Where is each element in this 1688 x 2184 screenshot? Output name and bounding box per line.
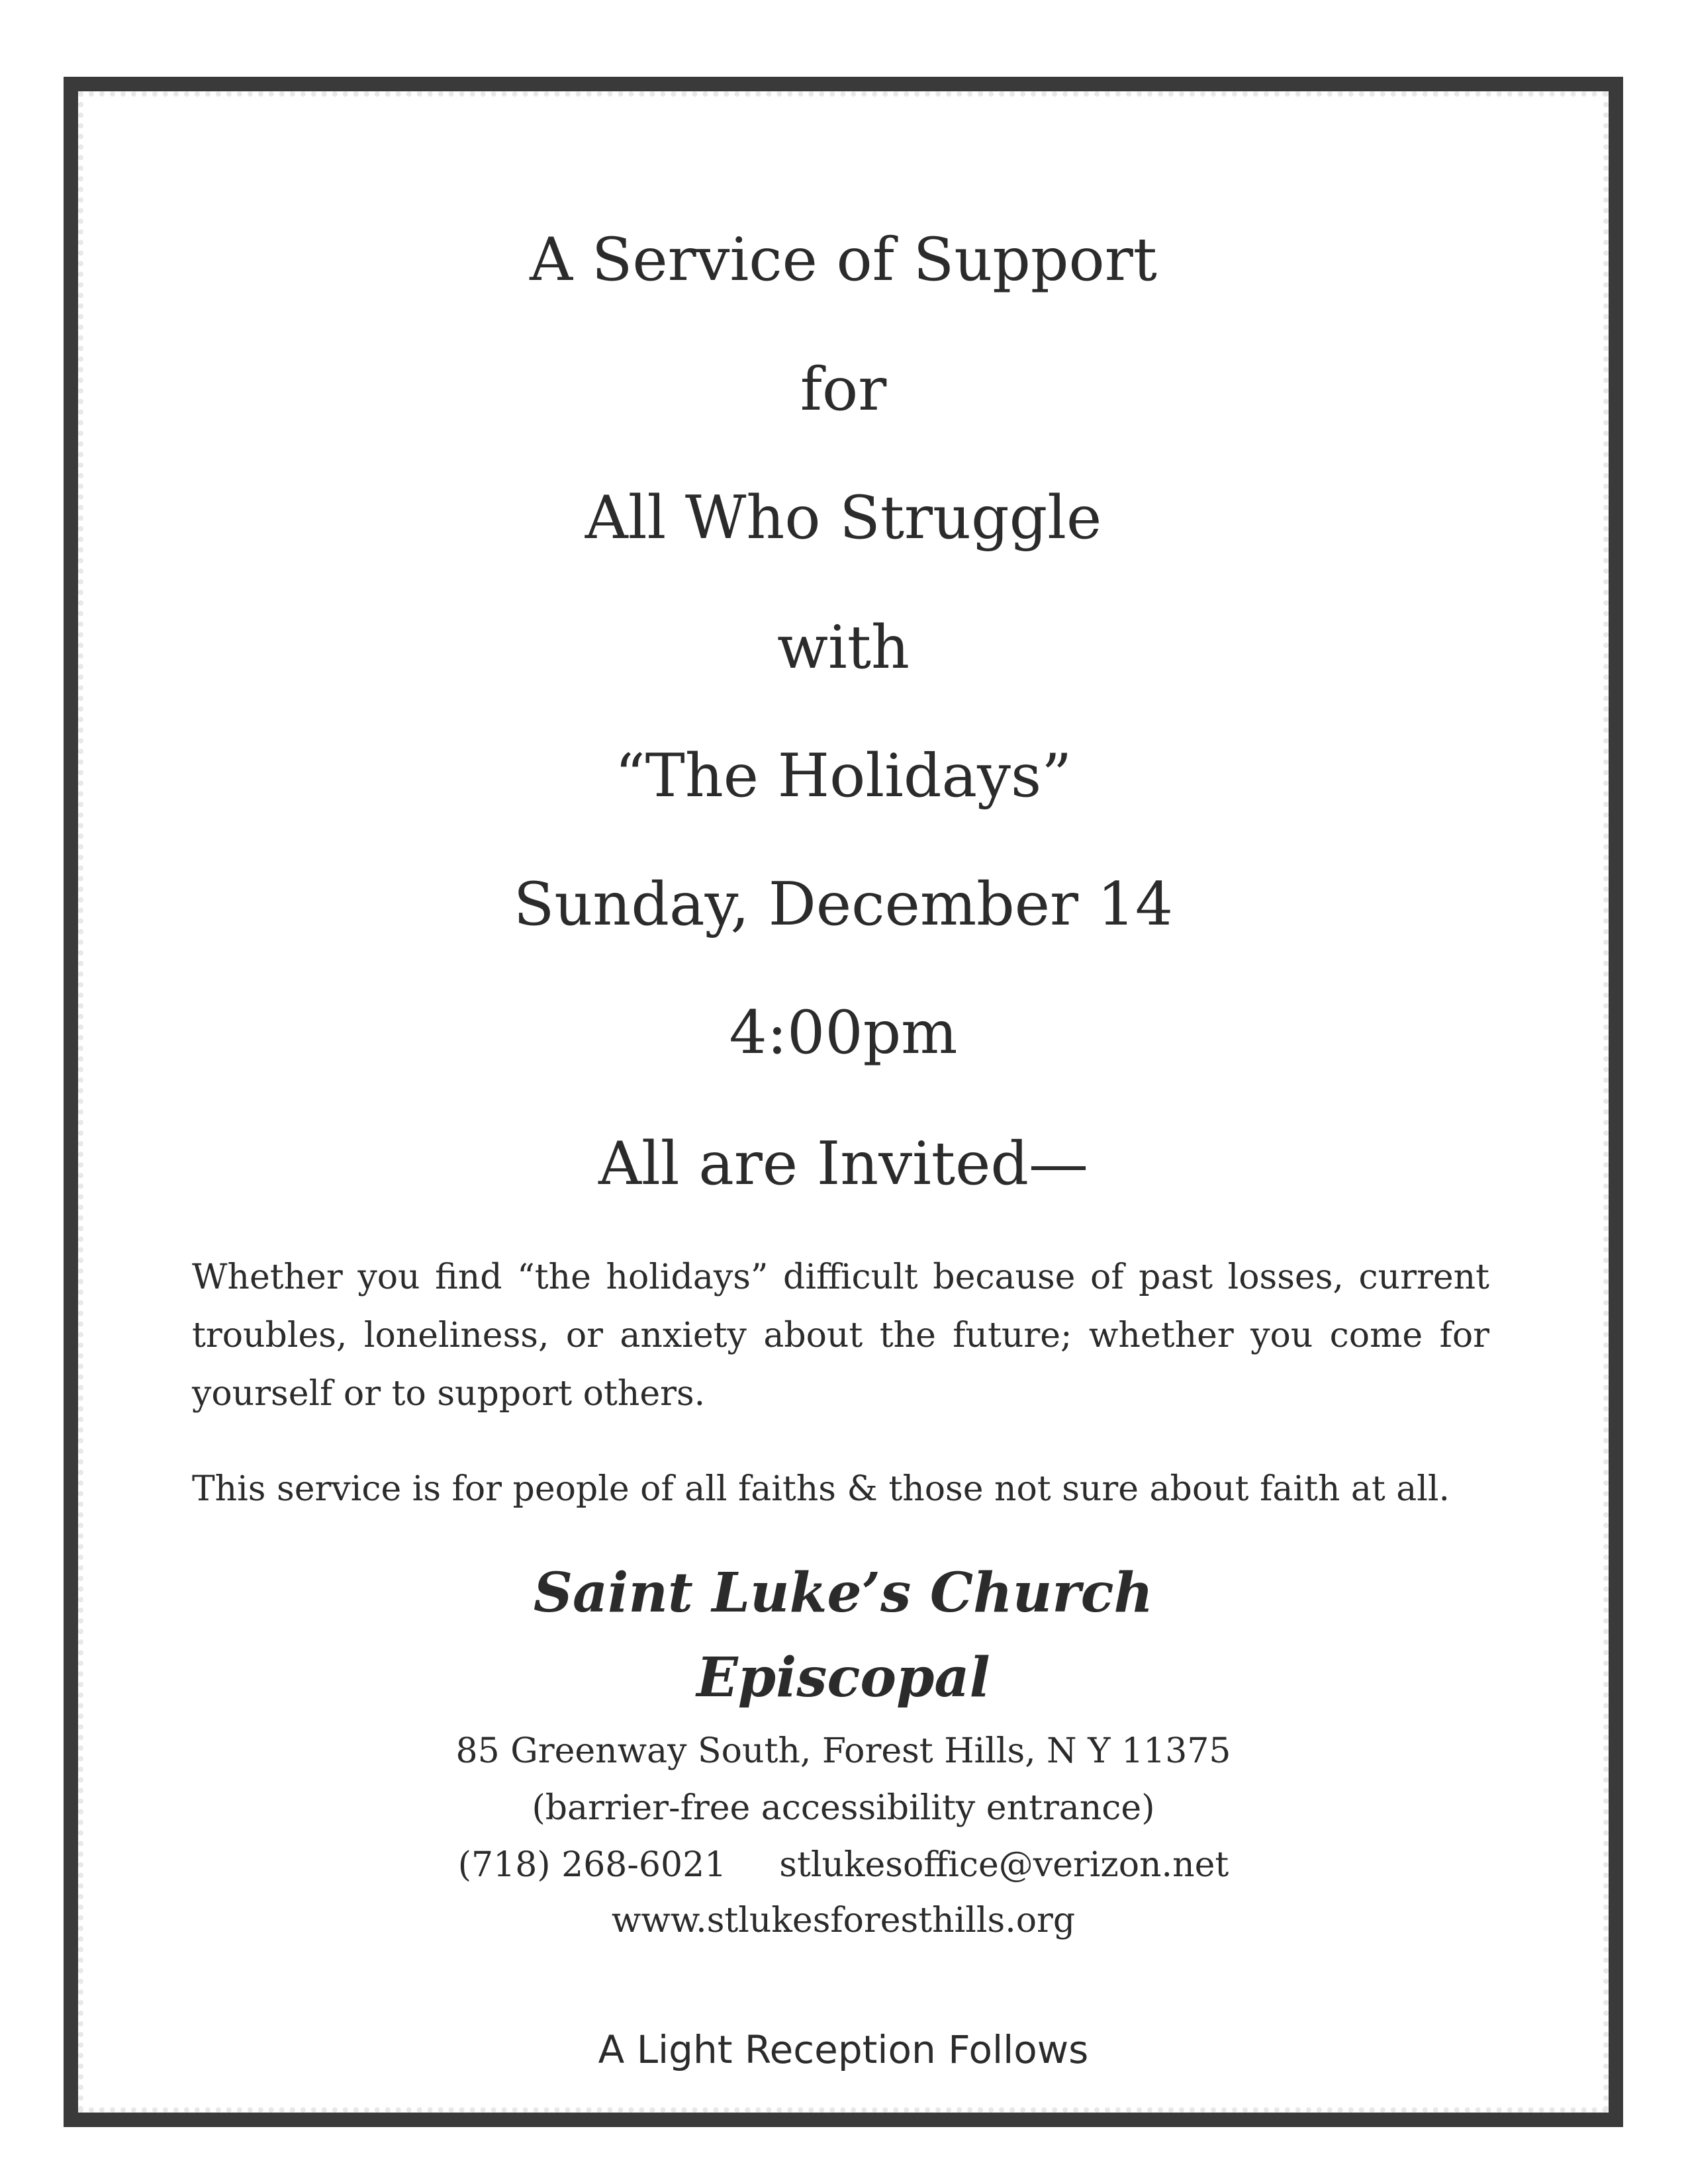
title-line-2: for [800, 355, 887, 424]
title-line-3: All Who Struggle [585, 483, 1102, 553]
website: www.stlukesforesthills.org [611, 1901, 1076, 1940]
event-time: 4:00pm [729, 998, 958, 1068]
church-denomination: Episcopal [696, 1646, 990, 1709]
faith-paragraph: This service is for people of all faiths & those not sure about faith at all. [192, 1469, 1450, 1509]
title-line-1: A Service of Support [530, 225, 1157, 295]
church-name: Saint Luke’s Church [533, 1561, 1154, 1625]
flyer [64, 77, 1623, 2127]
title-line-5: “The Holidays” [614, 741, 1072, 811]
reception-note: A Light Reception Follows [598, 2027, 1089, 2072]
email-address: stlukesoffice@verizon.net [779, 1845, 1229, 1885]
invitation-heading: All are Invited— [598, 1129, 1088, 1199]
description-paragraph: Whether you find “the holidays” difficult because of past losses, current troubles, loneliness, or anxiety about the future; whether you come for yourself or to support others. [192, 1257, 1489, 1414]
event-date: Sunday, December 14 [513, 870, 1174, 939]
title-line-4: with [777, 613, 910, 682]
church-address: 85 Greenway South, Forest Hills, N Y 11375 [455, 1731, 1231, 1771]
contact-line [64, 1845, 1623, 1885]
phone-number: (718) 268-6021 [457, 1845, 727, 1885]
accessibility-note: (barrier-free accessibility entrance) [532, 1788, 1155, 1828]
